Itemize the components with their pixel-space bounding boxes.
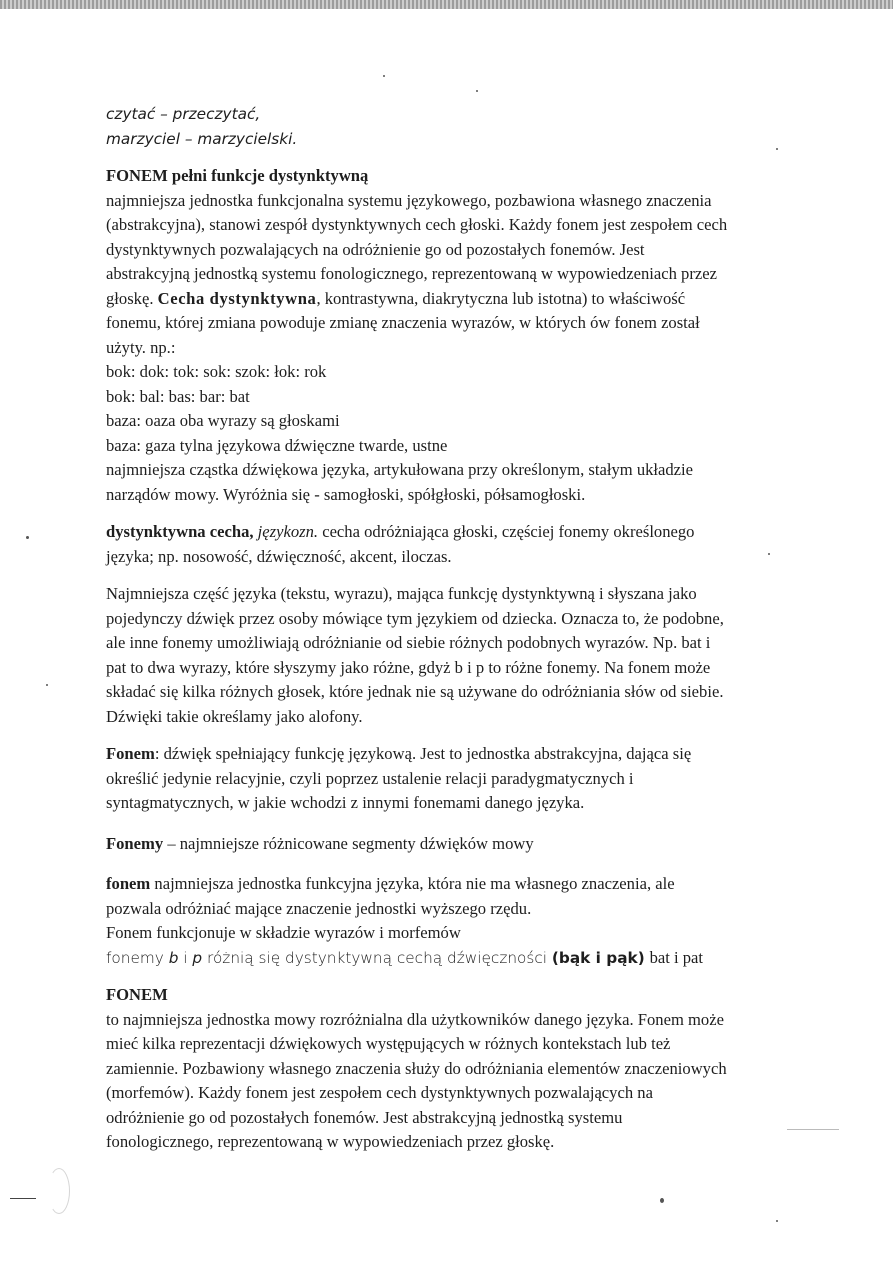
scan-line <box>787 1129 839 1130</box>
paragraph-line: to najmniejsza jednostka mowy rozróżnialna dla użytkowników danego języka. Fonem może <box>106 1009 724 1029</box>
paragraph-line <box>106 946 796 971</box>
paragraph-line: Fonem funkcjonuje w składzie wyrazów i morfemów <box>106 923 461 942</box>
scan-speck <box>776 1220 778 1222</box>
section-fonem-4 <box>106 983 796 1155</box>
paragraph-line: pat to dwa wyrazy, które słyszymy jako różne, gdyż b i p to różne fonemy. Na fonem może <box>106 657 711 677</box>
spacer <box>106 970 796 983</box>
section-heading: FONEM <box>106 985 168 1004</box>
spacer <box>106 569 796 582</box>
paragraph-line: składać się kilka różnych głosek, które jednak nie są używane do odróżniania słów od siebie. <box>106 682 724 701</box>
section-najmniejsza-czesc <box>106 582 796 729</box>
paragraph-line <box>106 832 796 857</box>
example-line: baza: gaza tylna językowa dźwięczne twarde, ustne <box>106 435 448 455</box>
paragraph-line: fonemu, której zmiana powoduje zmianę znaczenia wyrazów, w których ów fonem został <box>106 313 700 332</box>
paragraph-line: Dźwięki takie określamy jako alofony. <box>106 706 363 726</box>
paragraph-line: języka; np. nosowość, dźwięczność, akcent, iloczas. <box>106 546 452 566</box>
paragraph-line: pozwala odróżniać mające znaczenie jednostki wyższego rzędu. <box>106 898 532 918</box>
intro-line-1: czytać – przeczytać, <box>106 105 261 123</box>
italic-letter: b <box>168 948 179 967</box>
scan-speck <box>46 684 48 686</box>
paragraph-line: najmniejsza jednostka funkcjonalna systemu językowego, pozbawiona własnego znaczenia <box>106 190 712 210</box>
scan-smudge <box>48 1168 70 1214</box>
bold-term: Cecha dystynktywna <box>157 288 317 308</box>
text-run: , kontrastywna, diakrytyczna lub istotna) to właściwość <box>316 288 686 308</box>
intro-line-2: marzyciel – marzycielski. <box>106 129 298 148</box>
text-run: fonemy <box>106 948 164 967</box>
scan-speck <box>26 536 29 539</box>
paragraph-line: fonologicznego, reprezentowaną w wypowiedzeniach przez głoskę. <box>106 1132 555 1151</box>
bold-term: dystynktywna cecha, <box>106 522 254 541</box>
paragraph-line: odróżnienie go od pozostałych fonemów. Jest abstrakcyjną jednostką systemu <box>106 1107 623 1127</box>
paragraph-line: (abstrakcyjna), stanowi zespół dystynktywnych cech głoski. Każdy fonem jest zespołem cech <box>106 215 728 234</box>
section-fonemy <box>106 832 796 857</box>
section-fonem-3 <box>106 872 796 970</box>
paragraph-line: (morfemów). Każdy fonem jest zespołem cech dystynktywnych pozwalających na <box>106 1083 653 1102</box>
paragraph-line: użyty. np.: <box>106 337 176 357</box>
paragraph-line: Najmniejsza część języka (tekstu, wyrazu), mająca funkcję dystynktywną i słyszana jako <box>106 584 697 603</box>
document-page <box>106 102 796 1155</box>
scan-speck <box>383 75 385 77</box>
paragraph-line <box>106 872 796 897</box>
bold-term: fonem <box>106 874 151 893</box>
example-line: baza: oaza oba wyrazy są głoskami <box>106 411 340 430</box>
example-line: bok: dok: tok: sok: szok: łok: rok <box>106 362 327 381</box>
heading-rest: pełni funkcje dystynktywną <box>171 166 369 185</box>
section-fonem-2 <box>106 742 796 816</box>
paragraph-line: mieć kilka reprezentacji dźwiękowych występujących w różnych kontekstach lub też <box>106 1034 671 1053</box>
paragraph-line: abstrakcyjną jednostką systemu fonologicznego, reprezentowaną w wypowiedzeniach przez <box>106 264 717 283</box>
spacer <box>106 151 796 164</box>
spacer <box>106 507 796 520</box>
paragraph-line: dystynktywnych pozwalających na odróżnienie go od pozostałych fonemów. Jest <box>106 239 645 259</box>
text-run: bat i pat <box>649 947 704 967</box>
scan-top-edge <box>0 0 893 9</box>
paragraph-line <box>106 287 796 312</box>
text-run: różnią się dystynktywną cechą dźwięczności <box>207 948 548 967</box>
italic-letter: p <box>192 948 203 967</box>
paragraph-line: pojedynczy dźwięk przez osoby mówiące tym językiem od dziecka. Oznacza to, że podobne, <box>106 608 724 628</box>
text-run: cecha odróżniająca głoski, częściej fonemy określonego <box>322 522 695 541</box>
spacer <box>106 856 796 872</box>
text-run: : dźwięk spełniający funkcję językową. Jest to jednostka abstrakcyjna, dająca się <box>154 744 692 763</box>
text-run: głoskę. <box>106 288 154 308</box>
section-dystynktywna-cecha <box>106 520 796 569</box>
paragraph-line: najmniejsza cząstka dźwiękowa języka, artykułowana przy określonym, stałym układzie <box>106 460 694 479</box>
paragraph-line: ale inne fonemy umożliwiają odróżnianie od siebie różnych podobnych wyrazów. Np. bat i <box>106 633 711 652</box>
paragraph-line: narządów mowy. Wyróżnia się - samogłoski, spółgłoski, półsamogłoski. <box>106 484 586 504</box>
paragraph-line: zamiennie. Pozbawiony własnego znaczenia służy do odróżniania elementów znaczeniowych <box>106 1058 727 1078</box>
spacer <box>106 729 796 742</box>
section-heading <box>106 164 796 189</box>
scan-speck <box>768 553 770 555</box>
paragraph-line <box>106 520 796 545</box>
bold-example: (bąk i pąk) <box>551 948 645 967</box>
scan-speck <box>776 148 778 150</box>
paragraph-line: syntagmatycznych, w jakie wchodzi z innymi fonemami danego języka. <box>106 793 585 812</box>
scan-speck <box>476 90 478 92</box>
italic-abbr: językozn. <box>257 522 319 541</box>
text-run: najmniejsza jednostka funkcyjna języka, która nie ma własnego znaczenia, ale <box>154 874 675 893</box>
text-run: i <box>183 948 188 967</box>
text-run: – najmniejsze różnicowane segmenty dźwięków mowy <box>167 833 534 853</box>
section-fonem-1 <box>106 164 796 507</box>
margin-dash <box>10 1198 36 1199</box>
heading-term: FONEM <box>106 166 168 185</box>
paragraph-line: określić jedynie relacyjnie, czyli poprzez ustalenie relacji paradygmatycznych i <box>106 768 634 788</box>
scan-speck <box>660 1198 664 1203</box>
example-line: bok: bal: bas: bar: bat <box>106 386 250 406</box>
bold-term: Fonem <box>106 744 155 763</box>
spacer <box>106 816 796 832</box>
paragraph-line <box>106 742 796 767</box>
bold-term: Fonemy <box>106 833 164 853</box>
